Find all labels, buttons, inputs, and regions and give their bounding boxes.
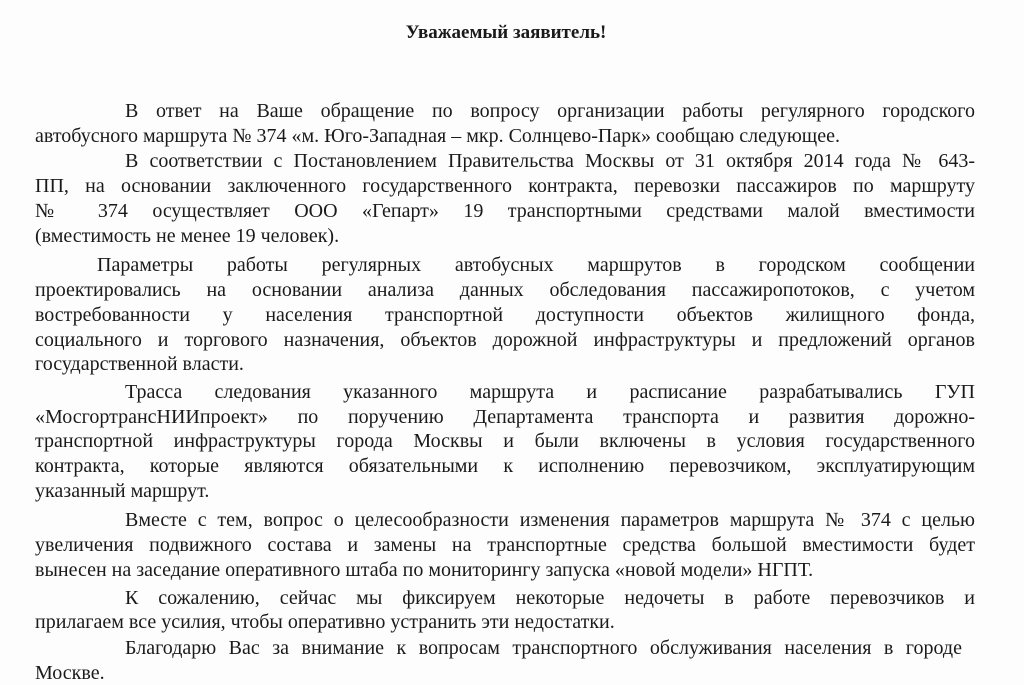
text-line: транспортной инфраструктуры города Москвы и были включены в условия государственного <box>35 430 975 452</box>
text-line: Москве. <box>35 662 105 684</box>
text-line: государственной власти. <box>35 353 244 375</box>
text-line: В ответ на Ваше обращение по вопросу организации работы регулярного городского <box>125 100 975 122</box>
text-line: контракта, которые являются обязательными к исполнению перевозчиком, эксплуатирующим <box>35 455 975 477</box>
text-line: востребованности у населения транспортной доступности объектов жилищного фонда, <box>35 304 975 326</box>
text-line: (вместимость не менее 19 человек). <box>35 225 340 247</box>
text-line: Вместе с тем, вопрос о целесообразности изменения параметров маршрута № 374 с целью <box>125 509 975 531</box>
text-line: указанный маршрут. <box>35 480 210 502</box>
text-line: Параметры работы регулярных автобусных маршрутов в городском сообщении <box>97 254 975 276</box>
text-line: автобусного маршрута № 374 «м. Юго-Западная – мкр. Солнцево-Парк» сообщаю следующее. <box>35 125 840 147</box>
text-line: увеличения подвижного состава и замены на транспортные средства большой вместимости будет <box>35 534 975 556</box>
text-line: К сожалению, сейчас мы фиксируем некоторые недочеты в работе перевозчиков и <box>125 587 975 609</box>
text-line: проектировались на основании анализа данных обследования пассажиропотоков, с учетом <box>35 279 975 301</box>
text-line: прилагаем все усилия, чтобы оперативно устранить эти недостатки. <box>35 611 615 633</box>
text-line: В соответствии с Постановлением Правительства Москвы от 31 октября 2014 года № 643- <box>125 150 975 172</box>
text-line: вынесен на заседание оперативного штаба по мониторингу запуска «новой модели» НГПТ. <box>35 559 814 581</box>
text-line: социального и торгового назначения, объектов дорожной инфраструктуры и предложений органов <box>35 329 975 351</box>
text-line: «МосгортрансНИИпроект» по поручению Департамента транспорта и развития дорожно- <box>35 406 975 428</box>
text-line: Благодарю Вас за внимание к вопросам транспортного обслуживания населения в городе <box>125 637 962 659</box>
text-line: Трасса следования указанного маршрута и расписание разрабатывались ГУП <box>125 381 975 403</box>
text-line: ПП, на основании заключенного государственного контракта, перевозки пассажиров по маршруту <box>35 175 975 197</box>
text-line: № 374 осуществляет ООО «Гепарт» 19 транспортными средствами малой вместимости <box>35 200 975 222</box>
letter-salutation: Уважаемый заявитель! <box>405 22 607 43</box>
